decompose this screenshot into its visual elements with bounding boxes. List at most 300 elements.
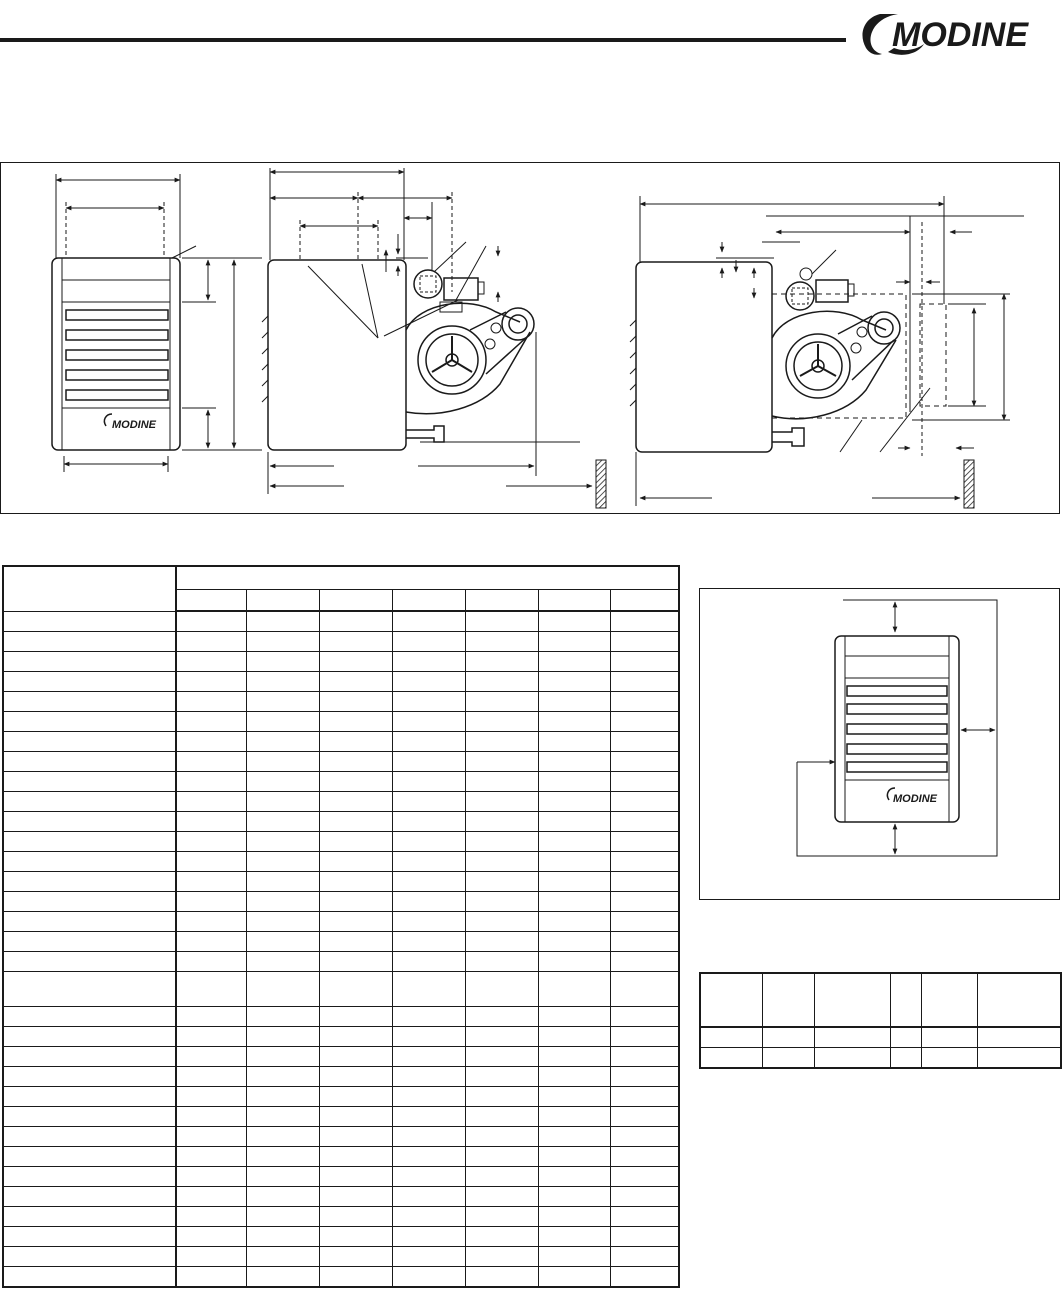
- table-cell: [392, 1067, 465, 1087]
- table-cell: [246, 1107, 319, 1127]
- table-cell: [538, 1127, 610, 1147]
- table-cell: [610, 712, 679, 732]
- row-label-cell: [3, 611, 176, 632]
- table-cell: [814, 1048, 890, 1069]
- column-header: [700, 973, 762, 1027]
- table-cell: [319, 1167, 392, 1187]
- table-row: [3, 1207, 679, 1227]
- row-label-cell: [3, 752, 176, 772]
- table-cell: [610, 1047, 679, 1067]
- row-label-cell: [3, 692, 176, 712]
- table-cell: [246, 812, 319, 832]
- table-cell: [538, 672, 610, 692]
- table-cell: [538, 812, 610, 832]
- table-cell: [246, 872, 319, 892]
- table-cell: [610, 1027, 679, 1047]
- table-row: [3, 1147, 679, 1167]
- table-cell: [319, 1187, 392, 1207]
- row-label-cell: [3, 1127, 176, 1147]
- table-group-header: [176, 566, 679, 590]
- row-label-cell: [3, 872, 176, 892]
- table-row: [3, 1007, 679, 1027]
- table-cell: [538, 852, 610, 872]
- table-cell: [921, 1048, 977, 1069]
- table-cell: [465, 1167, 538, 1187]
- row-label-cell: [3, 1247, 176, 1267]
- wall-hatch-icon: [964, 460, 974, 508]
- table-cell: [610, 672, 679, 692]
- table-cell: [465, 832, 538, 852]
- row-label-cell: [3, 1147, 176, 1167]
- table-cell: [246, 632, 319, 652]
- table-cell: [538, 952, 610, 972]
- table-cell: [319, 632, 392, 652]
- table-cell: [176, 1027, 246, 1047]
- table-cell: [392, 972, 465, 1007]
- table-cell: [465, 1007, 538, 1027]
- table-cell: [392, 852, 465, 872]
- table-row: [3, 1247, 679, 1267]
- clearance-figure: [699, 588, 1060, 900]
- table-cell: [319, 832, 392, 852]
- table-cell: [176, 852, 246, 872]
- table-cell: [246, 1187, 319, 1207]
- table-row: [3, 752, 679, 772]
- row-label-cell: [3, 832, 176, 852]
- table-row: [3, 852, 679, 872]
- table-cell: [246, 1227, 319, 1247]
- table-cell: [319, 1267, 392, 1288]
- table-cell: [319, 912, 392, 932]
- table-cell: [176, 752, 246, 772]
- table-cell: [538, 1007, 610, 1027]
- table-cell: [246, 692, 319, 712]
- table-cell: [610, 792, 679, 812]
- table-cell: [392, 1087, 465, 1107]
- table-cell: [392, 752, 465, 772]
- table-cell: [319, 1207, 392, 1227]
- table-cell: [610, 972, 679, 1007]
- table-row: [700, 1048, 1061, 1069]
- table-row: [3, 712, 679, 732]
- table-cell: [538, 1187, 610, 1207]
- table-row: [3, 1127, 679, 1147]
- table-cell: [538, 1227, 610, 1247]
- table-cell: [176, 1047, 246, 1067]
- table-cell: [246, 852, 319, 872]
- row-label-cell: [3, 912, 176, 932]
- table-cell: [392, 1027, 465, 1047]
- table-cell: [176, 1167, 246, 1187]
- table-row: [3, 1047, 679, 1067]
- table-cell: [392, 1167, 465, 1187]
- table-cell: [610, 772, 679, 792]
- table-cell: [392, 1247, 465, 1267]
- table-row: [3, 892, 679, 912]
- table-cell: [465, 1047, 538, 1067]
- table-row: [3, 772, 679, 792]
- table-cell: [762, 1027, 814, 1048]
- table-cell: [610, 1147, 679, 1167]
- table-row: [700, 1027, 1061, 1048]
- row-label-cell: [3, 1107, 176, 1127]
- table-cell: [176, 812, 246, 832]
- table-cell: [319, 1127, 392, 1147]
- table-cell: [319, 1227, 392, 1247]
- table-cell: [538, 872, 610, 892]
- table-cell: [176, 912, 246, 932]
- table-cell: [392, 1267, 465, 1288]
- table-cell: [246, 1067, 319, 1087]
- table-cell: [538, 972, 610, 1007]
- column-header: [610, 590, 679, 612]
- table-cell: [610, 692, 679, 712]
- table-cell: [176, 1227, 246, 1247]
- table-cell: [319, 752, 392, 772]
- table-row: [3, 1167, 679, 1187]
- table-cell: [319, 692, 392, 712]
- table-cell: [610, 952, 679, 972]
- table-cell: [246, 1147, 319, 1167]
- table-cell: [392, 1147, 465, 1167]
- table-cell: [319, 872, 392, 892]
- column-header: [762, 973, 814, 1027]
- table-cell: [890, 1027, 921, 1048]
- table-cell: [319, 792, 392, 812]
- dimension-drawing: [0, 162, 1060, 514]
- table-cell: [538, 1087, 610, 1107]
- unit-logo: MODINE: [893, 793, 937, 805]
- row-label-cell: [3, 1187, 176, 1207]
- table-cell: [610, 1067, 679, 1087]
- table-cell: [610, 932, 679, 952]
- table-cell: [319, 932, 392, 952]
- table-cell: [538, 1047, 610, 1067]
- table-row: [3, 672, 679, 692]
- table-cell: [319, 852, 392, 872]
- dimension-table: [2, 565, 680, 1288]
- table-cell: [392, 652, 465, 672]
- table-cell: [538, 632, 610, 652]
- table-cell: [610, 611, 679, 632]
- table-cell: [465, 872, 538, 892]
- table-cell: [610, 752, 679, 772]
- table-cell: [176, 952, 246, 972]
- table-cell: [319, 892, 392, 912]
- table-cell: [392, 872, 465, 892]
- table-cell: [176, 611, 246, 632]
- table-cell: [246, 1247, 319, 1267]
- table-cell: [392, 932, 465, 952]
- table-cell: [246, 672, 319, 692]
- table-cell: [246, 952, 319, 972]
- front-view: [52, 174, 262, 472]
- table-cell: [465, 912, 538, 932]
- table-row: [3, 1067, 679, 1087]
- table-cell: [465, 952, 538, 972]
- svg-text:MODINE: MODINE: [112, 419, 156, 431]
- table-cell: [538, 732, 610, 752]
- table-cell: [465, 1207, 538, 1227]
- table-cell: [246, 611, 319, 632]
- table-cell: [176, 932, 246, 952]
- table-cell: [319, 1027, 392, 1047]
- table-cell: [176, 712, 246, 732]
- table-cell: [176, 632, 246, 652]
- row-label-cell: [3, 632, 176, 652]
- table-cell: [538, 1267, 610, 1288]
- row-label-cell: [3, 1207, 176, 1227]
- table-row: [3, 872, 679, 892]
- column-header: [814, 973, 890, 1027]
- table-cell: [392, 832, 465, 852]
- table-cell: [610, 832, 679, 852]
- table-cell: [319, 952, 392, 972]
- table-cell: [319, 1067, 392, 1087]
- table-cell: [392, 632, 465, 652]
- row-label-cell: [3, 852, 176, 872]
- table-cell: [176, 1127, 246, 1147]
- table-cell: [465, 611, 538, 632]
- table-cell: [319, 672, 392, 692]
- table-row: [3, 1227, 679, 1247]
- table-cell: [246, 932, 319, 952]
- table-cell: [465, 652, 538, 672]
- table-cell: [392, 1207, 465, 1227]
- table-cell: [176, 1267, 246, 1288]
- table-cell: [392, 1007, 465, 1027]
- table-cell: [246, 1007, 319, 1027]
- table-cell: [246, 772, 319, 792]
- table-cell: [465, 692, 538, 712]
- row-label-cell: [3, 1167, 176, 1187]
- row-label-cell: [3, 1047, 176, 1067]
- table-cell: [538, 1247, 610, 1267]
- table-cell: [538, 1167, 610, 1187]
- header-rule: [0, 38, 846, 42]
- table-cell: [465, 1027, 538, 1047]
- row-label-cell: [3, 792, 176, 812]
- table-cell: [610, 632, 679, 652]
- table-cell: [610, 1127, 679, 1147]
- table-cell: [319, 732, 392, 752]
- table-cell: [700, 1027, 762, 1048]
- row-label-cell: [3, 772, 176, 792]
- table-cell: [610, 892, 679, 912]
- table-cell: [392, 732, 465, 752]
- column-header: [890, 973, 921, 1027]
- table-cell: [538, 912, 610, 932]
- row-label-cell: [3, 892, 176, 912]
- column-header: [319, 590, 392, 612]
- row-label-cell: [3, 712, 176, 732]
- table-cell: [319, 812, 392, 832]
- table-cell: [814, 1027, 890, 1048]
- table-cell: [538, 652, 610, 672]
- table-cell: [176, 1207, 246, 1227]
- table-cell: [392, 1127, 465, 1147]
- table-cell: [538, 1207, 610, 1227]
- table-cell: [610, 732, 679, 752]
- column-header: [246, 590, 319, 612]
- table-cell: [610, 812, 679, 832]
- table-cell: [176, 1107, 246, 1127]
- table-cell: [465, 772, 538, 792]
- row-label-cell: [3, 812, 176, 832]
- table-cell: [610, 1167, 679, 1187]
- row-label-cell: [3, 932, 176, 952]
- table-cell: [465, 792, 538, 812]
- table-cell: [465, 672, 538, 692]
- row-label-cell: [3, 652, 176, 672]
- table-cell: [538, 611, 610, 632]
- side-view: [262, 168, 606, 508]
- table-row: [3, 652, 679, 672]
- table-cell: [538, 892, 610, 912]
- table-cell: [246, 652, 319, 672]
- table-cell: [176, 732, 246, 752]
- unit-front-view: [835, 636, 959, 822]
- table-cell: [465, 1127, 538, 1147]
- table-cell: [176, 1187, 246, 1207]
- table-row: [3, 732, 679, 752]
- row-label-cell: [3, 672, 176, 692]
- table-cell: [465, 1187, 538, 1207]
- table-cell: [610, 1227, 679, 1247]
- column-header: [921, 973, 977, 1027]
- table-cell: [538, 772, 610, 792]
- table-cell: [319, 1087, 392, 1107]
- table-cell: [392, 912, 465, 932]
- table-cell: [610, 872, 679, 892]
- column-header: [977, 973, 1061, 1027]
- table-cell: [176, 1067, 246, 1087]
- table-cell: [465, 1107, 538, 1127]
- row-label-cell: [3, 1267, 176, 1288]
- table-cell: [465, 1247, 538, 1267]
- table-cell: [176, 772, 246, 792]
- table-cell: [176, 652, 246, 672]
- table-row: [3, 1087, 679, 1107]
- table-row: [3, 792, 679, 812]
- table-cell: [465, 1067, 538, 1087]
- small-table: [699, 972, 1062, 1069]
- table-cell: [538, 692, 610, 712]
- table-cell: [319, 1107, 392, 1127]
- table-cell: [465, 812, 538, 832]
- table-cell: [319, 1147, 392, 1167]
- table-cell: [465, 1087, 538, 1107]
- table-cell: [392, 1187, 465, 1207]
- table-corner-cell: [3, 566, 176, 611]
- table-cell: [538, 832, 610, 852]
- table-cell: [538, 1067, 610, 1087]
- table-cell: [538, 1107, 610, 1127]
- table-cell: [392, 952, 465, 972]
- table-cell: [176, 672, 246, 692]
- table-cell: [392, 1107, 465, 1127]
- table-cell: [610, 912, 679, 932]
- table-cell: [392, 611, 465, 632]
- table-row: [3, 932, 679, 952]
- table-row: [3, 1107, 679, 1127]
- table-cell: [465, 1267, 538, 1288]
- column-header: [465, 590, 538, 612]
- table-cell: [921, 1027, 977, 1048]
- table-cell: [610, 852, 679, 872]
- column-header: [538, 590, 610, 612]
- table-cell: [465, 932, 538, 952]
- table-row: [3, 1187, 679, 1207]
- table-cell: [610, 1087, 679, 1107]
- table-cell: [319, 1247, 392, 1267]
- table-cell: [176, 1087, 246, 1107]
- table-cell: [465, 892, 538, 912]
- table-cell: [392, 892, 465, 912]
- table-cell: [176, 972, 246, 1007]
- side-view-with-blower-enclosure: [630, 196, 1024, 508]
- row-label-cell: [3, 1027, 176, 1047]
- table-cell: [319, 652, 392, 672]
- table-cell: [465, 1227, 538, 1247]
- table-cell: [246, 1087, 319, 1107]
- table-row: [3, 632, 679, 652]
- table-cell: [176, 1147, 246, 1167]
- table-cell: [538, 792, 610, 812]
- small-table-header-row: [700, 973, 1061, 1027]
- table-cell: [392, 1227, 465, 1247]
- table-cell: [246, 792, 319, 812]
- table-cell: [246, 892, 319, 912]
- table-cell: [246, 1047, 319, 1067]
- table-cell: [465, 972, 538, 1007]
- table-cell: [319, 972, 392, 1007]
- table-cell: [762, 1048, 814, 1069]
- table-cell: [610, 1187, 679, 1207]
- table-cell: [246, 1267, 319, 1288]
- table-row: [3, 692, 679, 712]
- table-cell: [465, 732, 538, 752]
- table-cell: [319, 712, 392, 732]
- table-cell: [392, 712, 465, 732]
- table-cell: [246, 972, 319, 1007]
- table-cell: [246, 1127, 319, 1147]
- table-cell: [319, 611, 392, 632]
- table-cell: [465, 712, 538, 732]
- table-cell: [610, 1107, 679, 1127]
- table-cell: [977, 1027, 1061, 1048]
- row-label-cell: [3, 732, 176, 752]
- wall-hatch-icon: [596, 460, 606, 508]
- table-cell: [610, 652, 679, 672]
- table-cell: [465, 852, 538, 872]
- table-row: [3, 611, 679, 632]
- row-label-cell: [3, 1067, 176, 1087]
- table-cell: [538, 1027, 610, 1047]
- row-label-cell: [3, 1227, 176, 1247]
- table-cell: [176, 792, 246, 812]
- table-cell: [392, 812, 465, 832]
- table-row: [3, 952, 679, 972]
- table-cell: [465, 1147, 538, 1167]
- table-row: [3, 912, 679, 932]
- table-cell: [538, 752, 610, 772]
- table-cell: [246, 1167, 319, 1187]
- table-cell: [610, 1207, 679, 1227]
- row-label-cell: [3, 952, 176, 972]
- table-cell: [465, 632, 538, 652]
- table-cell: [392, 772, 465, 792]
